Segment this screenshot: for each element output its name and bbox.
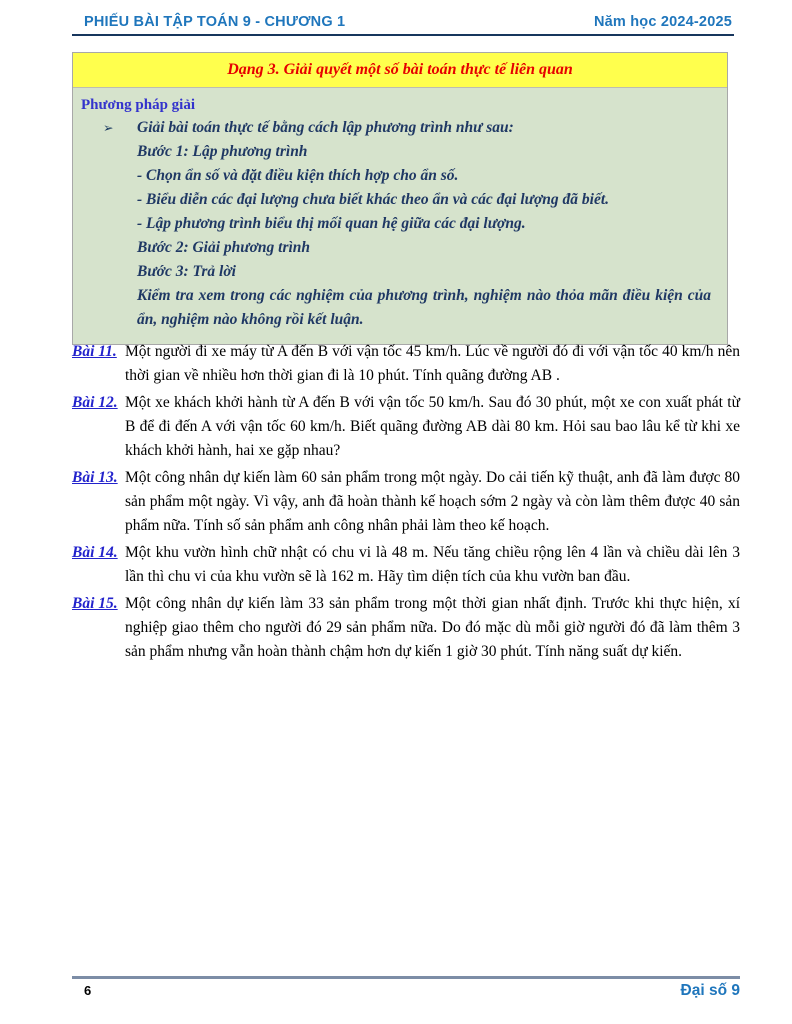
problem-text: Một người đi xe máy từ A đến B với vận tốc 45 km/h. Lúc về người đó đi với vận tốc 40 km/h nên thời gian về nhiều hơn thời gian đi là 10 phút. Tính quãng đường AB .: [125, 343, 740, 384]
footer-subject: Đại số 9: [680, 982, 740, 999]
problem-text: Một công nhân dự kiến làm 60 sản phẩm trong một ngày. Do cải tiến kỹ thuật, anh đã làm được 80 sản phẩm một ngày. Vì vậy, anh đã hoàn thành kế hoạch sớm 2 ngày và còn làm thêm được 40 sản phẩm nữa. Tính số sản phẩm anh công nhân phải làm theo kế hoạch.: [125, 469, 740, 534]
problem-label: Bài 13.: [72, 469, 118, 486]
problem-label: Bài 12.: [72, 394, 118, 411]
method-step-2: Bước 2: Giải phương trình: [137, 239, 311, 256]
problem-text: Một khu vườn hình chữ nhật có chu vi là 48 m. Nếu tăng chiều rộng lên 4 lần và chiều dài lên 3 lần thì chu vi của khu vườn sẽ là 162 m. Hãy tìm diện tích của khu vườn ban đầu.: [125, 544, 740, 585]
problem-label: Bài 14.: [72, 544, 118, 561]
problem-label: Bài 11.: [72, 343, 117, 360]
problem-text: Một công nhân dự kiến làm 33 sản phẩm trong một thời gian nhất định. Trước khi thực hiện, xí nghiệp giao thêm cho người đó 29 sản phẩm nữa. Do đó mặc dù mỗi giờ người đó đã làm thêm 3 sản phẩm nhưng vẫn hoàn thành chậm hơn dự kiến 1 giờ 30 phút. Tính năng suất dự kiến.: [125, 595, 740, 660]
problem-item-14: [72, 541, 740, 589]
method-intro-text: Giải bài toán thực tế bằng cách lập phương trình như sau:: [137, 119, 514, 136]
header-title: PHIẾU BÀI TẬP TOÁN 9 - CHƯƠNG 1: [84, 14, 346, 30]
section-banner: [73, 53, 727, 88]
page-number: 6: [84, 983, 92, 998]
arrow-bullet-icon: ➢: [103, 120, 114, 135]
page-header: [72, 14, 734, 36]
method-heading: Phương pháp giải: [81, 97, 196, 113]
method-step-3: Bước 3: Trả lời: [137, 263, 236, 280]
problem-item-11: [72, 340, 740, 388]
page-footer: [72, 976, 740, 1000]
problem-item-13: [72, 466, 740, 538]
method-note: Kiểm tra xem trong các nghiệm của phương trình, nghiệm nào thỏa mãn điều kiện của ẩn, nghiệm nào không rồi kết luận.: [137, 287, 711, 328]
method-line: - Chọn ẩn số và đặt điều kiện thích hợp cho ẩn số.: [137, 167, 459, 184]
method-section: [72, 52, 728, 345]
header-school-year: Năm học 2024-2025: [593, 14, 732, 30]
method-line: - Lập phương trình biểu thị mối quan hệ giữa các đại lượng.: [137, 215, 526, 232]
problem-item-15: [72, 592, 740, 664]
section-title: Dạng 3. Giải quyết một số bài toán thực tế liên quan: [227, 61, 573, 78]
problem-label: Bài 15.: [72, 595, 118, 612]
problem-text: Một xe khách khởi hành từ A đến B với vận tốc 50 km/h. Sau đó 30 phút, một xe con xuất phát từ B để đi đến A với vận tốc 60 km/h. Biết quãng đường AB dài 80 km. Hỏi sau bao lâu kể từ khi xe khách khởi hành, hai xe gặp nhau?: [125, 394, 740, 459]
problem-list: [72, 340, 740, 667]
method-intro-line: [81, 116, 717, 140]
method-line: - Biểu diễn các đại lượng chưa biết khác theo ẩn và các đại lượng đã biết.: [137, 191, 610, 208]
method-box: [73, 88, 727, 344]
method-step-1: Bước 1: Lập phương trình: [137, 143, 308, 160]
problem-item-12: [72, 391, 740, 463]
